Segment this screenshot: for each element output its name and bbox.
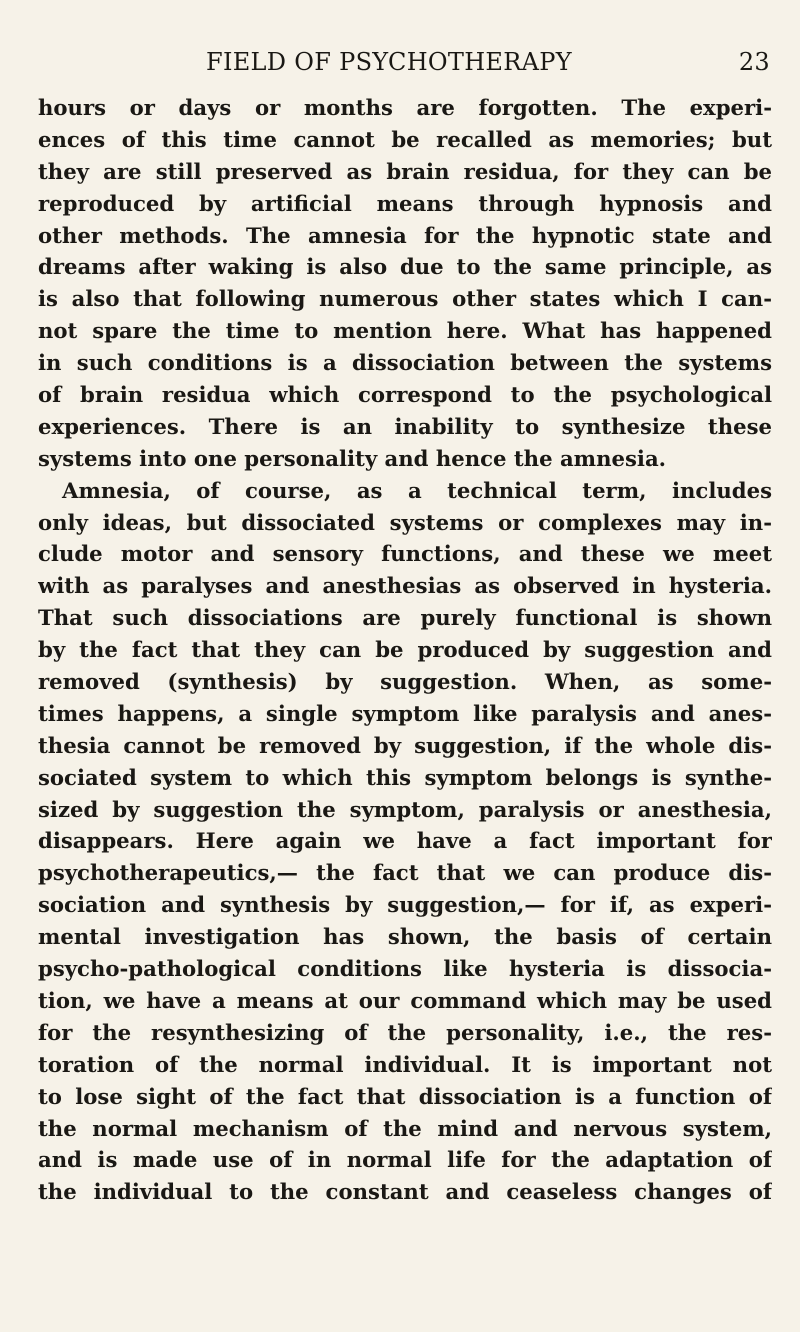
text-line: thesia cannot be removed by suggestion, if the whole dis- bbox=[38, 732, 772, 758]
body-text bbox=[38, 92, 772, 1208]
text-line: with as paralyses and anesthesias as observed in hysteria. bbox=[38, 573, 772, 599]
text-line: tion, we have a means at our command which may be used bbox=[38, 987, 772, 1013]
text-line: not spare the time to mention here. What has happened bbox=[38, 318, 772, 344]
text-line: for the resynthesizing of the personality, i.e., the res- bbox=[38, 1019, 772, 1045]
text-line: systems into one personality and hence the amnesia. bbox=[38, 445, 667, 471]
text-line: reproduced by artificial means through hypnosis and bbox=[38, 190, 772, 216]
text-line: clude motor and sensory functions, and these we meet bbox=[38, 541, 772, 567]
page-number: 23 bbox=[738, 48, 770, 76]
book-page bbox=[0, 44, 800, 1332]
text-line: disappears. Here again we have a fact important for bbox=[38, 828, 772, 854]
text-line: the normal mechanism of the mind and nervous system, bbox=[38, 1115, 772, 1141]
text-line: of brain residua which correspond to the psychological bbox=[38, 382, 772, 408]
text-line: is also that following numerous other states which I can- bbox=[38, 286, 772, 312]
text-line: experiences. There is an inability to synthesize these bbox=[38, 413, 772, 439]
text-line: sized by suggestion the symptom, paralysis or anesthesia, bbox=[38, 796, 772, 822]
text-line: toration of the normal individual. It is important not bbox=[38, 1051, 772, 1077]
text-line: sociated system to which this symptom belongs is synthe- bbox=[38, 764, 772, 790]
text-line: That such dissociations are purely functional is shown bbox=[38, 605, 772, 631]
text-line: the individual to the constant and ceaseless changes of bbox=[38, 1179, 772, 1205]
text-line: other methods. The amnesia for the hypnotic state and bbox=[38, 222, 772, 248]
text-line: to lose sight of the fact that dissociation is a function of bbox=[38, 1083, 772, 1109]
text-line: in such conditions is a dissociation between the systems bbox=[38, 350, 772, 376]
text-line: and is made use of in normal life for the adaptation of bbox=[38, 1147, 772, 1173]
text-line: sociation and synthesis by suggestion,— for if, as experi- bbox=[38, 892, 772, 918]
text-line: mental investigation has shown, the basis of certain bbox=[38, 924, 772, 950]
text-line: ences of this time cannot be recalled as memories; but bbox=[38, 126, 772, 152]
text-line: times happens, a single symptom like paralysis and anes- bbox=[38, 700, 772, 726]
text-line: psycho-pathological conditions like hysteria is dissocia- bbox=[38, 956, 772, 982]
text-line: removed (synthesis) by suggestion. When, as some- bbox=[38, 669, 772, 695]
text-line: psychotherapeutics,— the fact that we can produce dis- bbox=[38, 860, 772, 886]
text-line: Amnesia, of course, as a technical term, includes bbox=[62, 477, 772, 503]
text-line: they are still preserved as brain residua, for they can be bbox=[38, 158, 772, 184]
text-line: by the fact that they can be produced by suggestion and bbox=[38, 637, 772, 663]
text-line: only ideas, but dissociated systems or complexes may in- bbox=[38, 509, 772, 535]
text-line: dreams after waking is also due to the same principle, as bbox=[38, 254, 772, 280]
running-head-title: FIELD OF PSYCHOTHERAPY bbox=[206, 48, 572, 76]
running-head bbox=[38, 44, 772, 80]
text-line: hours or days or months are forgotten. The experi- bbox=[38, 95, 772, 120]
